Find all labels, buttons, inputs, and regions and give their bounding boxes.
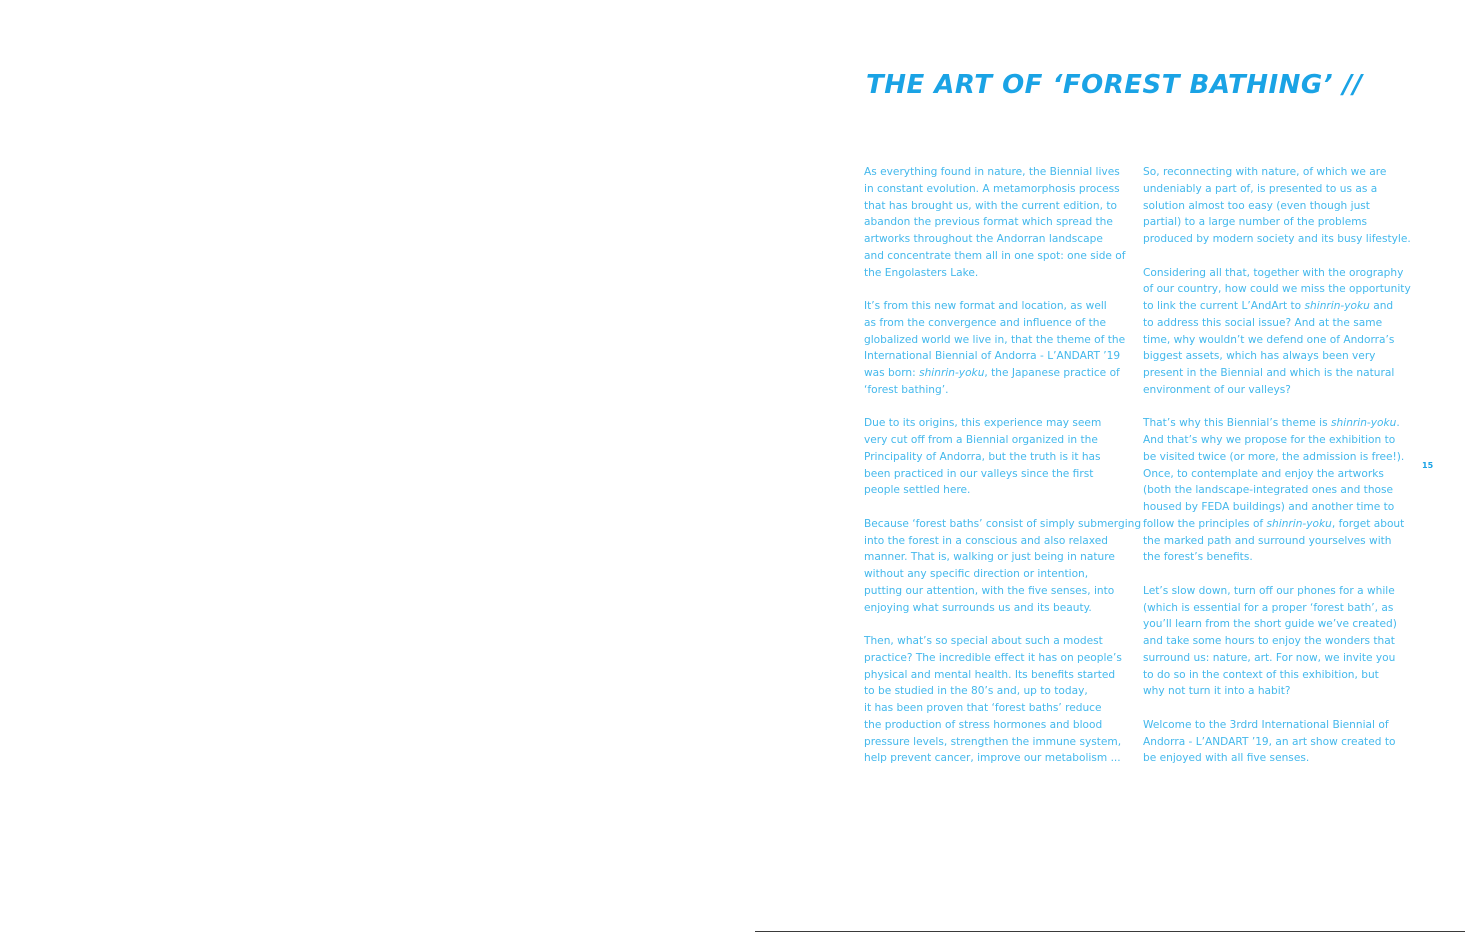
text-line (1143, 198, 1405, 215)
text-run: housed by FEDA buildings) and another time to (1143, 501, 1395, 513)
text-line (1143, 332, 1405, 349)
text-run: as from the convergence and influence of the (864, 316, 1107, 329)
text-line (1143, 616, 1405, 633)
text-run: environment of our valleys? (1143, 383, 1291, 396)
text-run: to link the current L’AndArt to (1143, 300, 1305, 312)
text-run: practice? The incredible effect it has on people’s (864, 651, 1122, 664)
text-line (864, 482, 1126, 499)
text-line (1143, 717, 1405, 734)
text-run: artworks throughout the Andorran landscape (864, 233, 1103, 245)
text-line (864, 265, 1126, 282)
text-line (864, 533, 1126, 550)
text-run: the marked path and surround yourselves with (1143, 534, 1392, 547)
body-paragraph (1143, 164, 1411, 248)
text-run: Considering all that, together with the orography (1143, 266, 1404, 279)
text-run: enjoying what surrounds us and its beauty. (864, 601, 1092, 614)
text-line (1143, 231, 1411, 248)
text-run: was born: (864, 367, 920, 379)
text-run: Once, to contemplate and enjoy the artworks (1143, 467, 1384, 480)
body-paragraph (1143, 583, 1405, 700)
text-run: in constant evolution. A metamorphosis process (864, 182, 1120, 195)
text-run: and (1369, 300, 1394, 312)
text-run: without any specific direction or intention, (864, 568, 1089, 580)
text-run: manner. That is, walking or just being in nature (864, 551, 1115, 564)
text-line (1143, 734, 1405, 751)
text-line (864, 248, 1126, 265)
text-line (864, 315, 1126, 332)
text-line (1143, 298, 1405, 315)
text-run: partial) to a large number of the problems (1143, 216, 1368, 229)
body-paragraph (864, 164, 1126, 281)
text-line (864, 198, 1126, 215)
text-line (864, 633, 1126, 650)
text-column-right (1143, 164, 1411, 784)
text-run: and concentrate them all in one spot: one side of (864, 249, 1126, 262)
text-run: it has been proven that ‘forest baths’ reduce (864, 702, 1102, 714)
text-run: surround us: nature, art. For now, we invite you (1143, 651, 1396, 664)
text-run: , forget about (1331, 517, 1405, 530)
text-run: International Biennial of Andorra - L’ANDART ’19 (864, 350, 1121, 363)
text-run: of our country, how could we miss the opportunity (1143, 283, 1411, 296)
body-paragraph (1143, 717, 1405, 767)
text-run: to be studied in the 80’s and, up to today, (864, 685, 1088, 698)
text-run: Andorra - L’ANDART ’19, an art show created to (1143, 735, 1396, 748)
text-line (864, 449, 1126, 466)
text-run: produced by modern society and its busy lifestyle. (1143, 233, 1411, 245)
text-run: why not turn it into a habit? (1143, 685, 1291, 698)
text-run: the production of stress hormones and blood (864, 718, 1103, 731)
text-run: That’s why this Biennial’s theme is (1143, 417, 1332, 430)
text-run: solution almost too easy (even though just (1143, 199, 1370, 212)
text-line (864, 332, 1126, 349)
article-title: THE ART OF ‘FOREST BATHING’ // (866, 70, 1363, 100)
text-run: present in the Biennial and which is the natural (1143, 367, 1395, 379)
text-line (1143, 583, 1405, 600)
body-paragraph (1143, 415, 1405, 566)
text-line (1143, 683, 1405, 700)
text-line (1143, 214, 1405, 231)
text-line (1143, 164, 1405, 181)
text-line (864, 365, 1126, 382)
text-run: the forest’s benefits. (1143, 551, 1253, 564)
text-line (1143, 633, 1405, 650)
text-line (864, 466, 1126, 483)
italic-term: shinrin-yoku (1266, 517, 1332, 530)
text-run: abandon the previous format which spread the (864, 216, 1113, 229)
text-run: be enjoyed with all five senses. (1143, 752, 1310, 765)
body-paragraph (1143, 265, 1411, 399)
italic-term: shinrin-yoku (919, 367, 985, 379)
text-run: Due to its origins, this experience may seem (864, 417, 1102, 430)
text-run: been practiced in our valleys since the first (864, 467, 1094, 480)
italic-term: shinrin-yoku (1304, 300, 1370, 312)
text-line (864, 432, 1126, 449)
text-run: follow the principles of (1143, 517, 1267, 530)
text-line (1143, 281, 1411, 298)
text-line (864, 231, 1126, 248)
text-line (864, 717, 1126, 734)
text-run: undeniably a part of, is presented to us as a (1143, 182, 1378, 195)
text-run: into the forest in a conscious and also relaxed (864, 534, 1108, 547)
text-run: (both the landscape-integrated ones and those (1143, 484, 1394, 497)
text-run: to do so in the context of this exhibition, but (1143, 668, 1379, 681)
text-line (1143, 750, 1405, 767)
text-line (864, 549, 1126, 566)
text-line (864, 214, 1126, 231)
text-line (864, 415, 1126, 432)
text-run: people settled here. (864, 484, 971, 497)
text-run: you’ll learn from the short guide we’ve created) (1143, 618, 1397, 631)
body-paragraph (864, 516, 1142, 617)
text-line (1143, 432, 1405, 449)
text-line (864, 600, 1126, 617)
italic-term: shinrin-yoku (1331, 417, 1397, 430)
text-run: (which is essential for a proper ‘forest bath’, as (1143, 601, 1394, 614)
text-line (864, 164, 1126, 181)
text-line (864, 566, 1126, 583)
text-line (864, 516, 1142, 533)
text-run: very cut off from a Biennial organized in the (864, 434, 1098, 446)
text-line (1143, 449, 1405, 466)
text-run: And that’s why we propose for the exhibition to (1143, 434, 1396, 446)
text-line (864, 683, 1126, 700)
text-run: Then, what’s so special about such a modest (864, 635, 1103, 647)
text-run: the Engolasters Lake. (864, 266, 979, 279)
text-line (1143, 482, 1405, 499)
body-paragraph (864, 298, 1126, 399)
text-line (1143, 549, 1405, 566)
text-line (864, 750, 1126, 767)
text-run: globalized world we live in, that the theme of the (864, 333, 1126, 346)
text-line (864, 382, 1126, 399)
text-run: . (1396, 417, 1400, 430)
text-run: So, reconnecting with nature, of which we are (1143, 166, 1387, 178)
text-line (864, 583, 1126, 600)
text-run: and take some hours to enjoy the wonders that (1143, 635, 1395, 647)
text-run: Let’s slow down, turn off our phones for a while (1143, 584, 1395, 597)
page-bottom-rule (755, 931, 1465, 932)
text-run: time, why wouldn’t we defend one of Andorra’s (1143, 333, 1395, 346)
text-run: , the Japanese practice of (984, 367, 1120, 379)
text-run: Welcome to the 3rdrd International Biennial of (1143, 718, 1389, 731)
text-line (864, 667, 1126, 684)
text-line (864, 700, 1126, 717)
text-line (1143, 650, 1405, 667)
body-paragraph (864, 633, 1126, 767)
text-run: putting our attention, with the five senses, into (864, 584, 1115, 597)
text-line (1143, 533, 1405, 550)
text-line (1143, 181, 1405, 198)
text-run: pressure levels, strengthen the immune system, (864, 735, 1122, 748)
text-line (864, 734, 1126, 751)
text-line (1143, 466, 1405, 483)
text-line (1143, 600, 1405, 617)
text-line (1143, 382, 1405, 399)
text-run: be visited twice (or more, the admission is free!). (1143, 450, 1405, 463)
text-run: physical and mental health. Its benefits started (864, 668, 1116, 681)
text-line (864, 298, 1126, 315)
text-run: to address this social issue? And at the same (1143, 316, 1383, 329)
text-line (1143, 348, 1405, 365)
text-line (864, 181, 1126, 198)
text-run: biggest assets, which has always been very (1143, 350, 1376, 363)
text-run: help prevent cancer, improve our metabolism ... (864, 752, 1121, 765)
page-number: 15 (1422, 461, 1434, 470)
text-line (1143, 365, 1405, 382)
text-line (1143, 667, 1405, 684)
text-line (864, 348, 1126, 365)
text-line (1143, 499, 1405, 516)
text-column-left (864, 164, 1142, 784)
text-line (1143, 265, 1405, 282)
text-line (1143, 415, 1405, 432)
text-line (1143, 315, 1405, 332)
text-run: Principality of Andorra, but the truth is it has (864, 450, 1101, 463)
text-line (1143, 516, 1405, 533)
text-run: Because ‘forest baths’ consist of simply submerging (864, 517, 1142, 530)
text-run: As everything found in nature, the Biennial lives (864, 166, 1120, 178)
text-run: ‘forest bathing’. (864, 383, 949, 396)
body-paragraph (864, 415, 1126, 499)
text-run: It’s from this new format and location, as well (864, 300, 1107, 312)
text-line (864, 650, 1126, 667)
text-run: that has brought us, with the current edition, to (864, 199, 1117, 212)
